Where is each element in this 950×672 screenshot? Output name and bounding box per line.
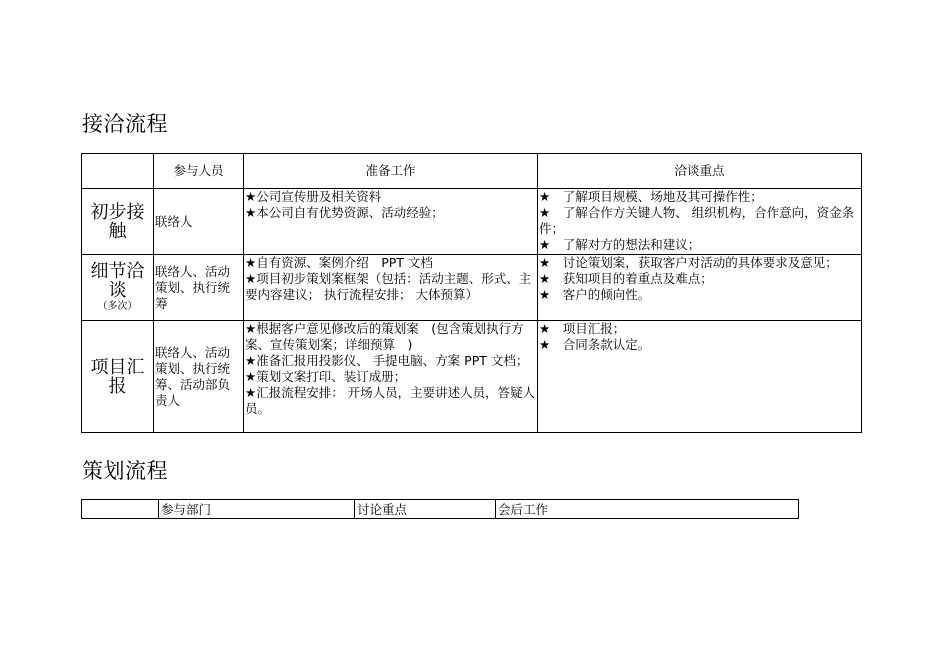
focus-item: ★ 合同条款认定。 — [539, 337, 651, 352]
stage-note: （多次） — [97, 300, 138, 312]
prep-item: ★本公司自有优势资源、活动经验； — [245, 205, 444, 220]
reception-flow-table — [81, 153, 862, 433]
prep-item: ★根据客户意见修改后的策划案 (包含策划执行方案、宣传策划案；详细预算 ) — [245, 321, 524, 352]
stage-cell — [82, 321, 154, 433]
planning-flow-table — [81, 499, 799, 519]
reception-section-title: 接洽流程 — [82, 112, 168, 136]
table-row — [82, 321, 862, 433]
planning-section-title: 策划流程 — [82, 459, 168, 483]
focus-cell — [538, 321, 862, 433]
header-cell-followup: 会后工作 — [496, 500, 799, 519]
focus-cell — [538, 189, 862, 255]
stage-label: 细节洽谈 — [90, 260, 145, 301]
prep-item: ★自有资源、案例介绍 PPT 文档 — [245, 255, 433, 270]
focus-item: ★ 客户的倾向性。 — [539, 287, 651, 302]
prep-cell — [244, 189, 538, 255]
table-header-row — [82, 500, 799, 519]
focus-item: ★ 了解合作方关键人物、 组织机构，合作意向，资金条件； — [539, 205, 855, 236]
header-cell-blank — [82, 500, 159, 519]
focus-item: ★ 项目汇报； — [539, 321, 626, 336]
focus-item: ★ 了解项目规模、场地及其可操作性； — [539, 189, 763, 204]
header-cell-stage — [82, 154, 154, 189]
prep-item: ★汇报流程安排： 开场人员，主要讲述人员，答疑人员。 — [245, 385, 536, 416]
prep-item: ★公司宣传册及相关资料 — [245, 189, 382, 204]
stage-label: 项目汇报 — [90, 356, 145, 397]
table-row — [82, 189, 862, 255]
prep-item: ★项目初步策划案框架（包括：活动主题、形式、主要内容建议； 执行流程安排； 大体预算） — [245, 271, 532, 302]
header-cell-people: 参与人员 — [154, 154, 244, 189]
prep-item: ★策划文案打印、装订成册； — [245, 369, 407, 384]
header-cell-focus: 洽谈重点 — [538, 154, 862, 189]
table-header-row — [82, 154, 862, 189]
people-cell: 联络人 — [154, 189, 244, 255]
stage-label: 初步接触 — [90, 201, 145, 242]
prep-cell — [244, 321, 538, 433]
header-cell-prep: 准备工作 — [244, 154, 538, 189]
header-cell-discussion: 讨论重点 — [355, 500, 496, 519]
prep-item: ★准备汇报用投影仪、 手提电脑、方案 PPT 文档； — [245, 353, 529, 368]
focus-cell — [538, 255, 862, 321]
stage-cell — [82, 255, 154, 321]
focus-item: ★ 了解对方的想法和建议； — [539, 237, 701, 252]
table-row — [82, 255, 862, 321]
focus-item: ★ 讨论策划案，获取客户对活动的具体要求及意见； — [539, 255, 838, 270]
people-cell: 联络人、活动策划、执行统筹、活动部负责人 — [154, 321, 244, 433]
people-cell: 联络人、活动策划、执行统筹 — [154, 255, 244, 321]
focus-item: ★ 获知项目的着重点及难点； — [539, 271, 713, 286]
stage-cell — [82, 189, 154, 255]
header-cell-departments: 参与部门 — [159, 500, 355, 519]
prep-cell — [244, 255, 538, 321]
